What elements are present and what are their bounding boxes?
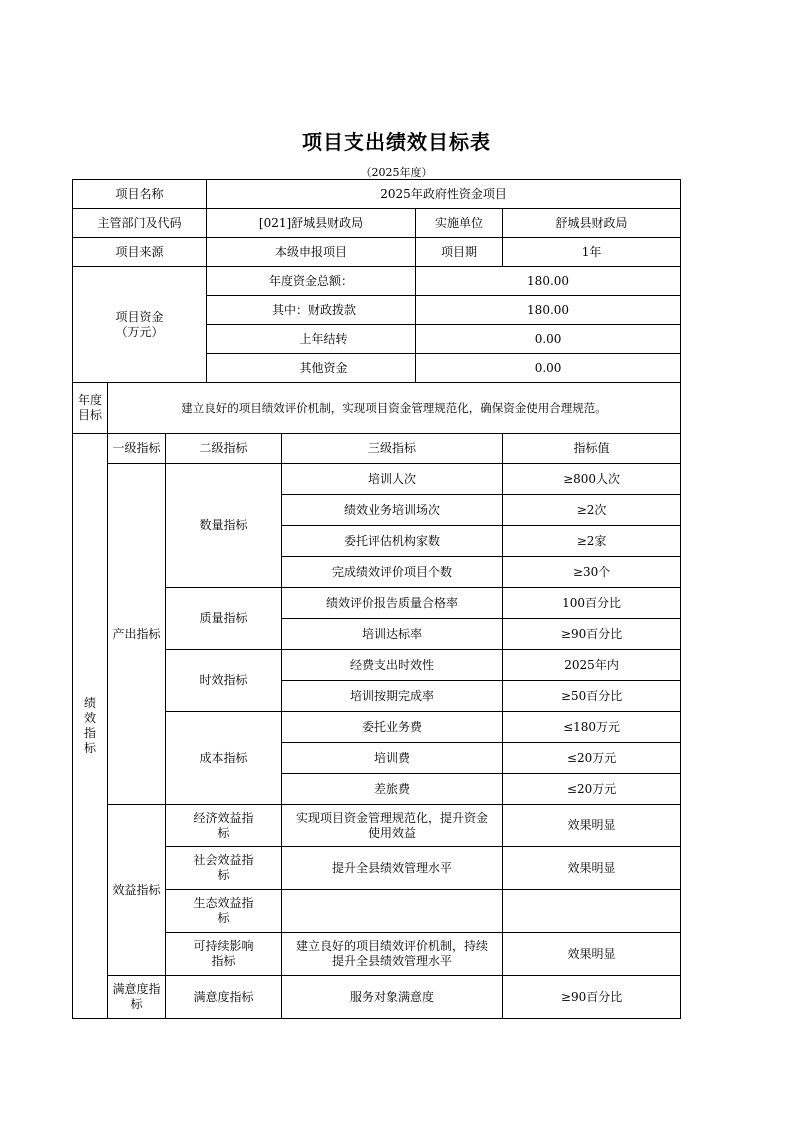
header-level2: 二级指标 xyxy=(166,434,282,464)
indicator-value: 效果明显 xyxy=(503,847,681,890)
indicator-value: ≥2次 xyxy=(503,495,681,526)
side-label-char: 效 xyxy=(83,711,96,725)
level3-name: 差旅费 xyxy=(282,774,503,805)
annual-goal-row xyxy=(73,383,681,434)
level1-satisfaction-line1: 满意度指 xyxy=(112,982,161,996)
level2-social-line2: 标 xyxy=(217,868,230,882)
level2-sustainable-line2: 指标 xyxy=(211,954,236,968)
level3-name-line2: 使用效益 xyxy=(368,825,417,840)
side-label-char: 标 xyxy=(83,741,96,755)
funds-item-value: 180.00 xyxy=(416,267,681,296)
funds-label xyxy=(73,267,207,383)
funds-row xyxy=(73,267,681,296)
header-level3: 三级指标 xyxy=(282,434,503,464)
funds-item-value: 0.00 xyxy=(416,354,681,383)
level3-name xyxy=(282,890,503,933)
level2-cost: 成本指标 xyxy=(166,712,282,805)
level2-ecological-line1: 生态效益指 xyxy=(193,896,254,910)
fiscal-year: （2025年度） xyxy=(360,166,433,179)
side-label-char: 绩 xyxy=(83,696,96,710)
implementing-unit-value: 舒城县财政局 xyxy=(503,209,681,238)
level3-name: 提升全县绩效管理水平 xyxy=(282,847,503,890)
level2-social-line1: 社会效益指 xyxy=(193,853,254,867)
project-name-value: 2025年政府性资金项目 xyxy=(207,180,681,209)
page-title: 项目支出绩效目标表 xyxy=(302,130,491,154)
header-level1: 一级指标 xyxy=(108,434,166,464)
level2-satisfaction: 满意度指标 xyxy=(166,976,282,1019)
level3-name: 经费支出时效性 xyxy=(282,650,503,681)
project-source-value: 本级申报项目 xyxy=(207,238,416,267)
level2-timeliness: 时效指标 xyxy=(166,650,282,712)
level3-name: 培训费 xyxy=(282,743,503,774)
indicator-value: 100百分比 xyxy=(503,588,681,619)
level1-satisfaction-line2: 标 xyxy=(130,997,143,1011)
indicator-value: ≤180万元 xyxy=(503,712,681,743)
indicator-value xyxy=(503,890,681,933)
department-row xyxy=(73,209,681,238)
indicator-header-row xyxy=(73,434,681,464)
indicator-value: ≤20万元 xyxy=(503,743,681,774)
level2-sustainable-line1: 可持续影响 xyxy=(193,939,254,953)
indicator-value: 效果明显 xyxy=(503,933,681,976)
funds-item-label: 其他资金 xyxy=(207,354,416,383)
annual-goal-label-line1: 年度 xyxy=(77,393,102,407)
level1-satisfaction xyxy=(108,976,166,1019)
annual-goal-label xyxy=(73,383,108,434)
funds-item-label: 年度资金总额： xyxy=(207,267,416,296)
level3-name xyxy=(282,805,503,847)
indicator-value: ≥800人次 xyxy=(503,464,681,495)
indicator-value: ≤20万元 xyxy=(503,774,681,805)
implementing-unit-label: 实施单位 xyxy=(416,209,503,238)
funds-item-label: 上年结转 xyxy=(207,325,416,354)
department-label: 主管部门及代码 xyxy=(73,209,207,238)
level2-quantity: 数量指标 xyxy=(166,464,282,588)
indicator-value: ≥90百分比 xyxy=(503,976,681,1019)
level3-name: 完成绩效评价项目个数 xyxy=(282,557,503,588)
department-value: [021]舒城县财政局 xyxy=(207,209,416,238)
indicator-row xyxy=(73,464,681,495)
indicator-row xyxy=(73,976,681,1019)
performance-indicator-side-label xyxy=(73,434,108,1019)
level3-name: 培训按期完成率 xyxy=(282,681,503,712)
funds-item-value: 180.00 xyxy=(416,296,681,325)
indicator-value: ≥2家 xyxy=(503,526,681,557)
source-row xyxy=(73,238,681,267)
indicator-row xyxy=(73,805,681,847)
project-period-label: 项目期 xyxy=(416,238,503,267)
level3-name-line1: 实现项目资金管理规范化，提升资金 xyxy=(296,810,489,825)
level2-economic xyxy=(166,805,282,847)
level3-name-line2: 提升全县绩效管理水平 xyxy=(332,954,453,968)
level3-name: 培训达标率 xyxy=(282,619,503,650)
level1-benefit: 效益指标 xyxy=(108,805,166,976)
annual-goal-label-line2: 目标 xyxy=(77,408,102,422)
project-name-label: 项目名称 xyxy=(73,180,207,209)
indicator-value: ≥50百分比 xyxy=(503,681,681,712)
level2-ecological-line2: 标 xyxy=(217,911,230,925)
funds-label-line1: 项目资金 xyxy=(115,309,164,324)
indicator-value: ≥30个 xyxy=(503,557,681,588)
indicator-value: ≥90百分比 xyxy=(503,619,681,650)
level3-name: 绩效评价报告质量合格率 xyxy=(282,588,503,619)
level3-name: 委托评估机构家数 xyxy=(282,526,503,557)
level3-name: 培训人次 xyxy=(282,464,503,495)
annual-goal-text: 建立良好的项目绩效评价机制，实现项目资金管理规范化，确保资金使用合理规范。 xyxy=(108,383,681,434)
level2-quality: 质量指标 xyxy=(166,588,282,650)
indicator-value: 2025年内 xyxy=(503,650,681,681)
header-value: 指标值 xyxy=(503,434,681,464)
level3-name: 服务对象满意度 xyxy=(282,976,503,1019)
funds-item-value: 0.00 xyxy=(416,325,681,354)
level2-sustainable xyxy=(166,933,282,976)
funds-item-label: 其中：财政拨款 xyxy=(207,296,416,325)
level2-economic-line2: 标 xyxy=(217,825,230,840)
level1-output: 产出指标 xyxy=(108,464,166,805)
level3-name: 绩效业务培训场次 xyxy=(282,495,503,526)
level2-social xyxy=(166,847,282,890)
level3-name: 委托业务费 xyxy=(282,712,503,743)
level3-name xyxy=(282,933,503,976)
indicator-value: 效果明显 xyxy=(503,805,681,847)
level2-ecological xyxy=(166,890,282,933)
project-name-row xyxy=(73,180,681,209)
side-label-char: 指 xyxy=(83,726,96,740)
funds-label-line2: （万元） xyxy=(115,324,164,339)
performance-target-table xyxy=(72,179,681,1019)
project-source-label: 项目来源 xyxy=(73,238,207,267)
project-period-value: 1年 xyxy=(503,238,681,267)
level2-economic-line1: 经济效益指 xyxy=(193,810,254,825)
level3-name-line1: 建立良好的项目绩效评价机制，持续 xyxy=(296,939,489,953)
